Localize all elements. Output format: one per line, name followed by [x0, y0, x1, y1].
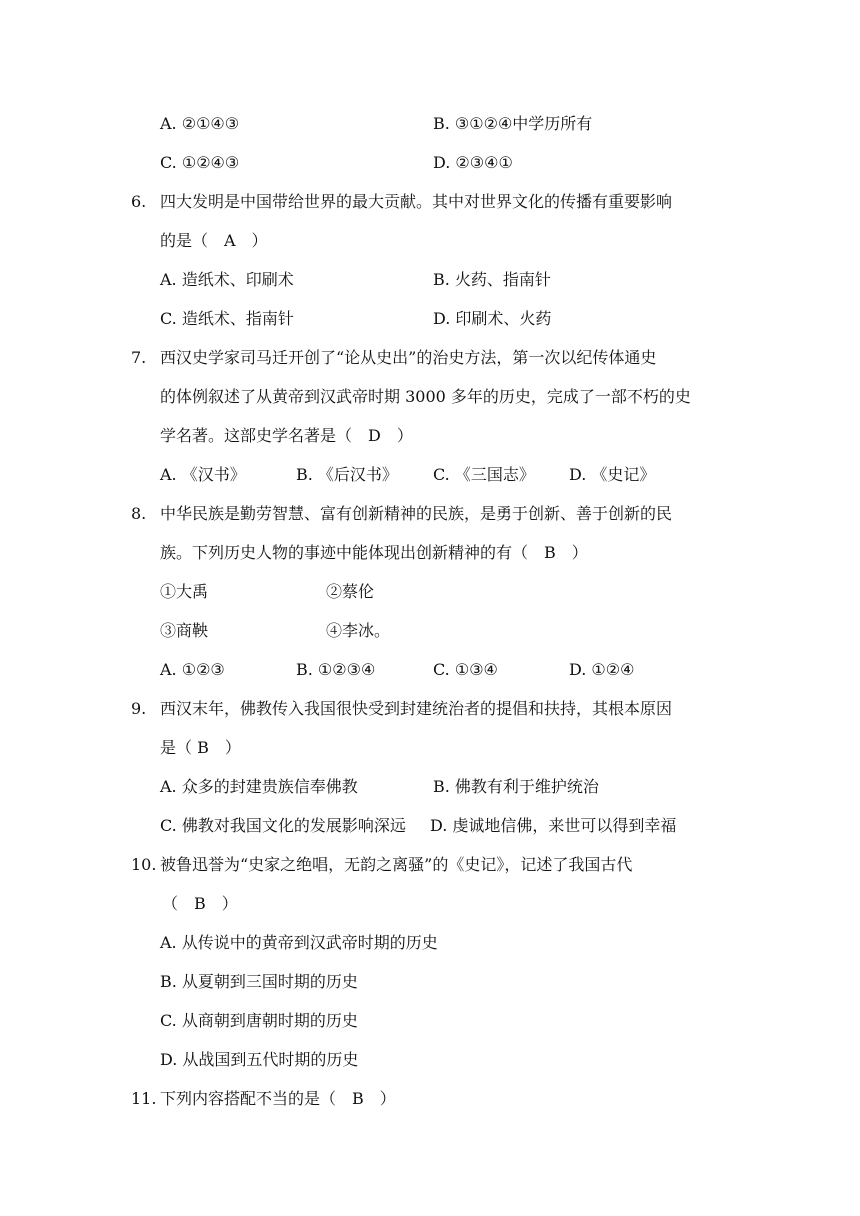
q6-number: 6.	[131, 192, 147, 211]
q5-option-b: B. ③①②④中学历所有	[433, 114, 593, 133]
q9-option-b: B. 佛教有利于维护统治	[433, 777, 599, 796]
q6-option-d: D. 印刷术、火药	[433, 309, 552, 328]
q10-number: 10.	[131, 855, 157, 874]
q7-number: 7.	[131, 348, 147, 367]
q7-option-d: D. 《史记》	[569, 465, 656, 484]
q6-option-c: C. 造纸术、指南针	[160, 309, 294, 328]
q8-item-4: ④李冰。	[326, 621, 391, 640]
q8-number: 8.	[131, 504, 147, 523]
q10-option-d: D. 从战国到五代时期的历史	[160, 1050, 359, 1069]
q10-option-b: B. 从夏朝到三国时期的历史	[160, 972, 358, 991]
q7-option-b: B. 《后汉书》	[296, 465, 398, 484]
q9-stem-line-2: 是（ B ）	[160, 738, 241, 757]
q10-stem-line-1: 被鲁迅誉为“史家之绝唱，无韵之离骚”的《史记》，记述了我国古代	[160, 855, 633, 874]
q8-option-d: D. ①②④	[569, 660, 635, 679]
q9-option-a: A. 众多的封建贵族信奉佛教	[160, 777, 358, 796]
q7-option-c: C. 《三国志》	[433, 465, 535, 484]
q8-item-2: ②蔡伦	[326, 582, 375, 601]
q11-number: 11.	[131, 1089, 157, 1108]
q6-stem-line-1: 四大发明是中国带给世界的最大贡献。其中对世界文化的传播有重要影响	[160, 192, 673, 211]
q9-number: 9.	[131, 699, 147, 718]
q6-option-a: A. 造纸术、印刷术	[160, 270, 294, 289]
q8-item-1: ①大禹	[160, 582, 209, 601]
q10-option-a: A. 从传说中的黄帝到汉武帝时期的历史	[160, 933, 438, 952]
q10-stem-line-2: （ B ）	[162, 894, 238, 913]
q8-stem-line-2: 族。下列历史人物的事迹中能体现出创新精神的有（ B ）	[160, 543, 588, 562]
q8-option-c: C. ①③④	[433, 660, 498, 679]
q9-option-c: C. 佛教对我国文化的发展影响深远	[160, 816, 406, 835]
q8-stem-line-1: 中华民族是勤劳智慧、富有创新精神的民族，是勇于创新、善于创新的民	[160, 504, 673, 523]
q8-item-3: ③商鞅	[160, 621, 209, 640]
q6-option-b: B. 火药、指南针	[433, 270, 551, 289]
q6-stem-line-2: 的是（ A ）	[160, 231, 268, 250]
q5-option-c: C. ①②④③	[160, 153, 240, 172]
q9-stem-line-1: 西汉末年，佛教传入我国很快受到封建统治者的提倡和扶持，其根本原因	[160, 699, 673, 718]
q7-option-a: A. 《汉书》	[160, 465, 246, 484]
q7-stem-line-3: 学名著。这部史学名著是（ D ）	[160, 426, 413, 445]
q7-stem-line-2: 的体例叙述了从黄帝到汉武帝时期 3000 多年的历史，完成了一部不朽的史	[160, 387, 691, 406]
q9-option-d: D. 虔诚地信佛，来世可以得到幸福	[430, 816, 677, 835]
q8-option-b: B. ①②③④	[296, 660, 376, 679]
q5-option-a: A. ②①④③	[160, 114, 240, 133]
q7-stem-line-1: 西汉史学家司马迁开创了“论从史出”的治史方法，第一次以纪传体通史	[160, 348, 657, 367]
q11-stem-line-1: 下列内容搭配不当的是（ B ）	[160, 1089, 396, 1108]
q5-option-d: D. ②③④①	[433, 153, 513, 172]
q8-option-a: A. ①②③	[160, 660, 225, 679]
q10-option-c: C. 从商朝到唐朝时期的历史	[160, 1011, 358, 1030]
